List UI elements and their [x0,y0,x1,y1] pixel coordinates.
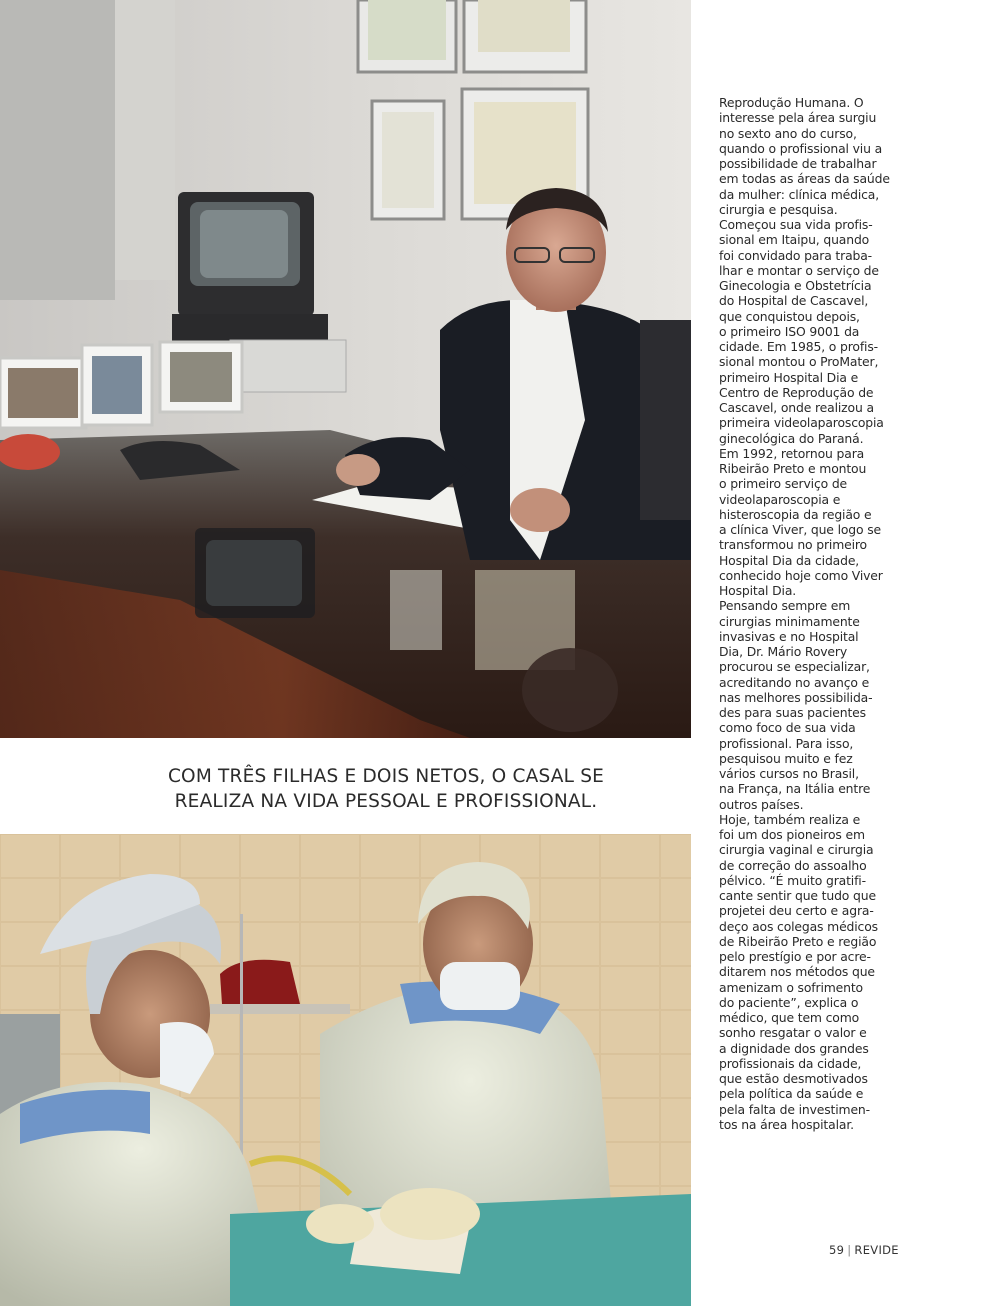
article-line: do Hospital de Cascavel, [719,293,869,309]
article-line: sonho resgatar o valor e [719,1025,867,1041]
article-line: foi convidado para traba- [719,247,872,263]
article-line: cante sentir que tudo que [719,888,876,903]
photo-doctor-at-desk [0,0,691,738]
article-line: Ginecologia e Obstetrícia [719,278,872,293]
article-line: da mulher: clínica médica, [719,186,880,202]
caption-line-2: REALIZA NA VIDA PESSOAL E PROFISSIONAL. [174,791,598,812]
article-line: conhecido hoje como Viver [719,567,883,583]
article-line: Centro de Reprodução de [719,384,874,400]
article-line: ditarem nos métodos que [719,964,875,980]
article-line: Hoje, também realiza e [719,811,861,827]
article-line: o primeiro serviço de [719,476,848,492]
article-line: Hospital Dia da cidade, [719,552,860,568]
page-number: 59 [829,1243,845,1257]
magazine-name: REVIDE [854,1243,899,1257]
article-line: do paciente”, explica o [719,994,859,1010]
article-line: des para suas pacientes [719,705,866,720]
article-line: profissionais da cidade, [719,1055,862,1071]
article-line: Em 1992, retornou para [719,445,865,461]
article-line: lhar e montar o serviço de [719,262,879,278]
article-line: no sexto ano do curso, [719,125,857,141]
article-line: transformou no primeiro [719,537,867,553]
article-line: foi um dos pioneiros em [719,827,865,842]
article-line: que conquistou depois, [719,308,860,324]
article-line: nas melhores possibilida- [719,689,873,705]
article-line: videolaparoscopia e [719,491,841,507]
article-line: outros países. [719,796,804,812]
article-line: pela falta de investimen- [719,1101,870,1117]
article-line: sional em Itaipu, quando [719,232,870,248]
article-line: na França, na Itália entre [719,781,871,797]
article-line: amenizam o sofrimento [719,979,863,995]
article-line: Reprodução Humana. O [719,95,864,110]
article-line: pélvico. “É muito gratifi- [719,872,866,888]
article-line: primeira videolaparoscopia [719,415,884,431]
article-line: histeroscopia da região e [719,506,872,522]
article-line: interesse pela área surgiu [719,110,877,126]
article-line: cirurgia vaginal e cirurgia [719,842,874,858]
article-line: sional montou o ProMater, [719,354,879,370]
article-line: pelo prestígio e por acre- [719,949,871,964]
article-line: Dia, Dr. Mário Rovery [719,644,848,659]
article-line: Hospital Dia. [719,583,797,598]
article-line: ginecológica do Paraná. [719,430,864,446]
article-line: possibilidade de trabalhar [719,156,877,171]
article-line: como foco de sua vida [719,720,856,736]
article-line: que estão desmotivados [719,1071,868,1086]
article-line: projetei deu certo e agra- [719,903,874,919]
article-line: a dignidade dos grandes [719,1040,869,1056]
article-line: pesquisou muito e fez [719,750,853,766]
article-line: tos na área hospitalar. [719,1116,854,1132]
article-line: procurou se especializar, [719,659,870,675]
article-line: em todas as áreas da saúde [719,171,890,187]
article-line: o primeiro ISO 9001 da [719,323,860,339]
photo-caption [0,764,772,814]
article-line: vários cursos no Brasil, [719,766,859,781]
article-line: quando o profissional viu a [719,140,883,156]
article-line: de Ribeirão Preto e região [719,933,877,949]
article-line: de correção do assoalho [719,857,867,873]
article-text-column [719,95,901,1132]
article-line: cidade. Em 1985, o profis- [719,339,878,354]
article-line: Ribeirão Preto e montou [719,461,867,476]
article-line: Pensando sempre em [719,598,851,614]
article-line: médico, que tem como [719,1010,860,1025]
article-line: cirurgia e pesquisa. [719,201,838,217]
article-line: pela política da saúde e [719,1086,864,1102]
article-line: a clínica Viver, que logo se [719,522,882,537]
article-line: deço aos colegas médicos [719,918,878,934]
article-line: invasivas e no Hospital [719,628,859,644]
article-line: Cascavel, onde realizou a [719,400,874,415]
page-folio [829,1243,899,1257]
article-line: Começou sua vida profis- [719,217,873,232]
article-line: primeiro Hospital Dia e [719,369,859,385]
caption-line-1: COM TRÊS FILHAS E DOIS NETOS, O CASAL SE [167,766,605,787]
article-line: acreditando no avanço e [719,674,870,690]
photo-surgery-room [0,834,691,1306]
article-line: profissional. Para isso, [719,735,854,751]
folio-separator: | [847,1243,852,1257]
article-line: cirurgias minimamente [719,613,860,629]
